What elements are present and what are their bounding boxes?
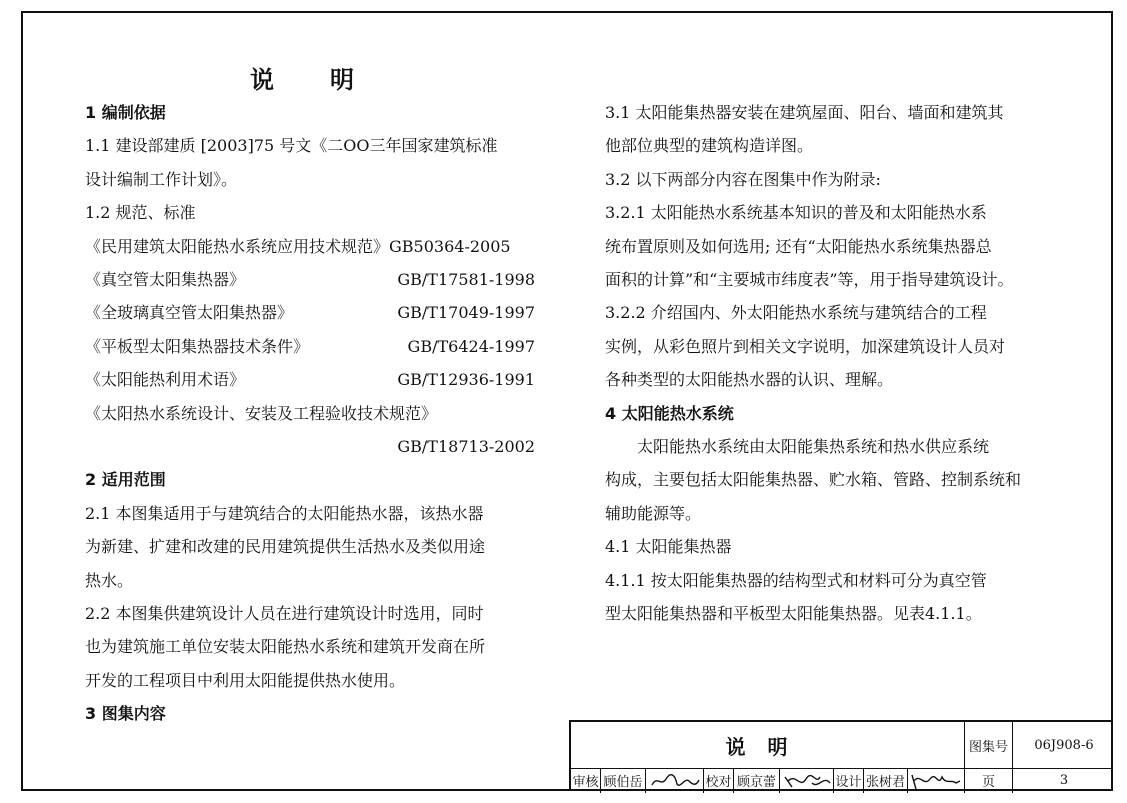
paragraph-line: 辅助能源等。: [605, 503, 702, 523]
paragraph-line: 构成，主要包括太阳能集热器、贮水箱、管路、控制系统和: [605, 470, 1022, 490]
paragraph-line: 《民用建筑太阳能热水系统应用技术规范》GB50364-2005: [85, 236, 511, 256]
standard-code: GB/T17581-1998: [397, 270, 535, 289]
paragraph-line: 3.2 以下两部分内容在图集中作为附录:: [605, 169, 881, 189]
title-block-row-top: [571, 722, 1113, 769]
review-name: 顾伯岳: [601, 768, 646, 793]
paragraph-line: 实例，从彩色照片到相关文字说明，加深建筑设计人员对: [605, 336, 1006, 356]
title-block-row-bottom: [571, 768, 1113, 793]
title-block: [569, 720, 1113, 791]
standard-title: 《全玻璃真空管太阳集热器》: [85, 303, 294, 323]
title-block-title-cell: [571, 722, 965, 768]
review-signature: [646, 768, 704, 793]
paragraph-line: 4.1 太阳能集热器: [605, 537, 732, 557]
paragraph-line: 为新建、扩建和改建的民用建筑提供生活热水及类似用途: [85, 537, 486, 557]
check-label: 校对: [704, 768, 734, 793]
paragraph-line: 1.1 建设部建质 [2003]75 号文《二OO三年国家建筑标准: [85, 136, 498, 156]
page-title: 说明: [250, 66, 410, 94]
paragraph-line: 面积的计算”和“主要城市纬度表”等，用于指导建筑设计。: [605, 270, 1014, 289]
paragraph-line: 1.2 规范、标准: [85, 203, 196, 223]
atlas-number: 06J908-6: [1034, 737, 1094, 753]
standard-title: 《平板型太阳集热器技术条件》: [85, 336, 310, 356]
section-heading: 2 适用范围: [85, 470, 166, 490]
paragraph-line: 《太阳热水系统设计、安装及工程验收技术规范》: [85, 403, 438, 423]
paragraph-line: 各种类型的太阳能热水器的认识、理解。: [605, 370, 894, 390]
paragraph-line: 型太阳能集热器和平板型太阳能集热器。见表4.1.1。: [605, 604, 982, 623]
section-heading: 4 太阳能热水系统: [605, 403, 734, 423]
standard-code: GB/T12936-1991: [397, 370, 535, 390]
section-heading: 1 编制依据: [85, 103, 166, 122]
paragraph-line: 设计编制工作计划》。: [85, 169, 238, 189]
design-signature: [908, 768, 965, 793]
paragraph-line: 2.2 本图集供建筑设计人员在进行建筑设计时选用，同时: [85, 604, 484, 623]
standard-code: GB/T6424-1997: [407, 336, 535, 356]
paragraph-line: 热水。: [85, 570, 134, 590]
design-name: 张树君: [864, 768, 908, 793]
paragraph-line: GB/T18713-2002: [397, 437, 535, 456]
paragraph-line: 开发的工程项目中利用太阳能提供热水使用。: [85, 670, 406, 690]
review-label: 审核: [571, 768, 601, 793]
paragraph-line: 也为建筑施工单位安装太阳能热水系统和建筑开发商在所: [85, 637, 486, 657]
design-label: 设计: [834, 768, 864, 793]
standard-code: GB/T17049-1997: [397, 303, 535, 323]
section-heading: 3 图集内容: [85, 704, 166, 724]
standard-title: 《太阳能热利用术语》: [85, 370, 246, 390]
paragraph-line: 统布置原则及如何选用; 还有“太阳能热水系统集热器总: [605, 236, 992, 256]
atlas-label: 图集号: [965, 722, 1013, 768]
paragraph-line: 太阳能热水系统由太阳能集热系统和热水供应系统: [637, 437, 990, 456]
paragraph-line: 他部位典型的建筑构造详图。: [605, 136, 814, 156]
paragraph-line: 4.1.1 按太阳能集热器的结构型式和材料可分为真空管: [605, 570, 987, 590]
check-signature: [780, 768, 834, 793]
check-name: 顾京蕾: [734, 768, 780, 793]
paragraph-line: 3.2.2 介绍国内、外太阳能热水系统与建筑结合的工程: [605, 303, 987, 323]
page-label: 页: [965, 768, 1013, 793]
page-number: 3: [1059, 773, 1069, 788]
paragraph-line: 3.2.1 太阳能热水系统基本知识的普及和太阳能热水系: [605, 203, 987, 223]
title-block-title: 说明: [725, 734, 810, 759]
paragraph-line: 2.1 本图集适用于与建筑结合的太阳能热水器，该热水器: [85, 503, 484, 523]
standard-title: 《真空管太阳集热器》: [85, 270, 246, 289]
paragraph-line: 3.1 太阳能集热器安装在建筑屋面、阳台、墙面和建筑其: [605, 103, 1004, 122]
